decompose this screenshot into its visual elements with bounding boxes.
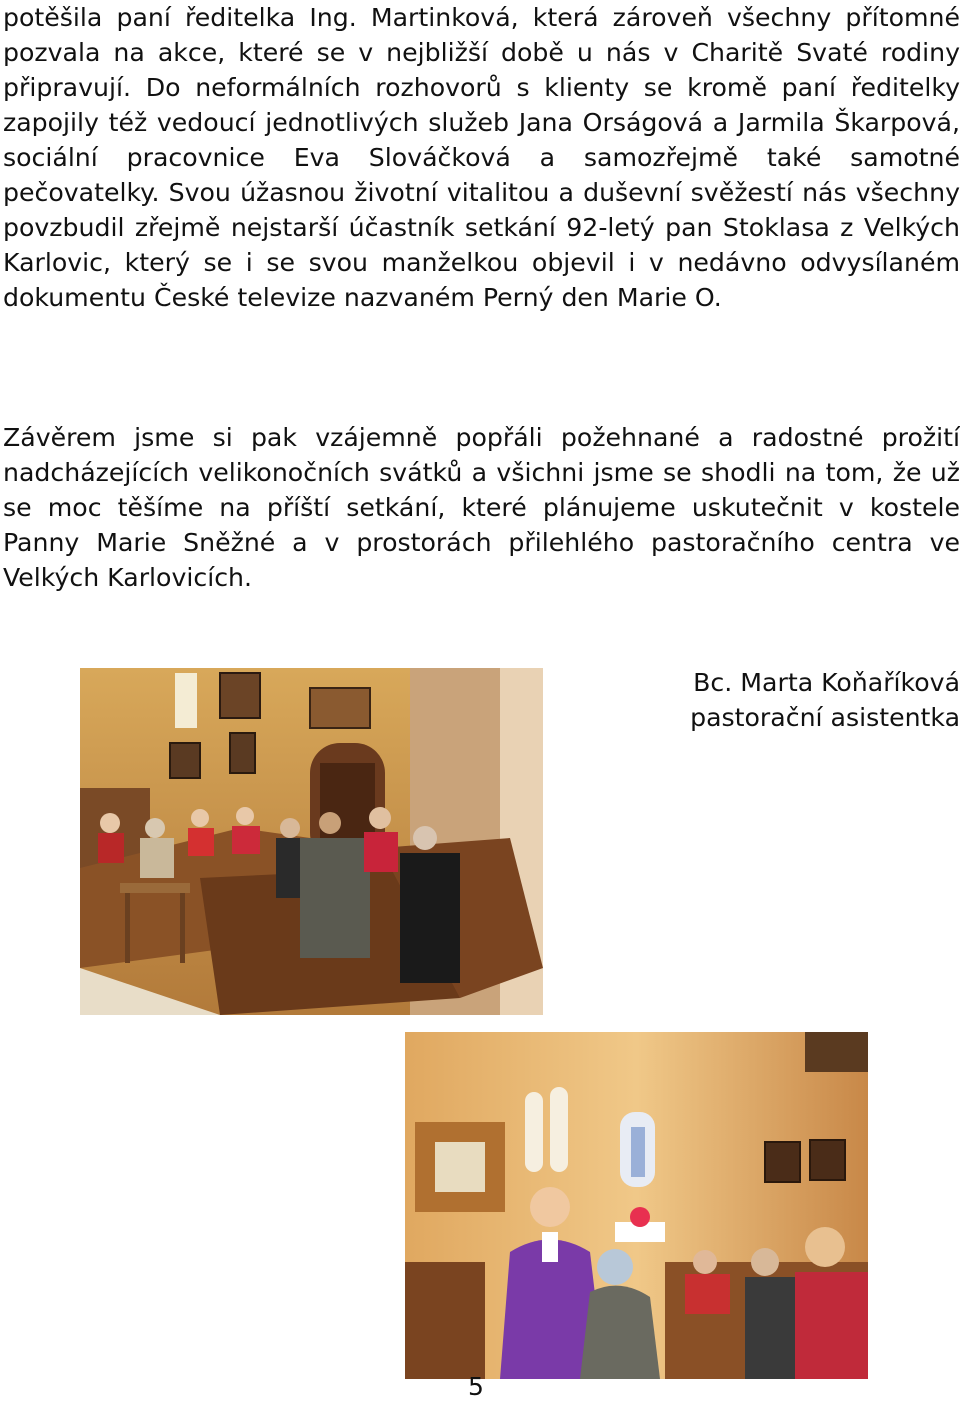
church-interior-illustration-2 (405, 1032, 868, 1379)
church-interior-illustration-1 (80, 668, 543, 1015)
signature-block (600, 665, 960, 735)
signature-role: pastorační asistentka (690, 703, 960, 732)
body-paragraph-1: potěšila paní ředitelka Ing. Martinková, která zároveň všechny přítomné pozvala na akce, které se v nejbližší době u nás v Charitě Svaté rodiny připravují. Do neformálních rozhovorů s klienty se kromě paní ředitelky zapojily též vedoucí jednotlivých služeb Jana Orságová a Jarmila Škarpová, sociální pracovnice Eva Slováčková a samozřejmě také samotné pečovatelky. Svou úžasnou životní vitalitou a duševní svěžestí nás všechny povzbudil zřejmě nejstarší účastník setkání 92-letý pan Stoklasa z Velkých Karlovic, který se i se svou manželkou objevil i v nedávno odvysílaném dokumentu České televize nazvaném Perný den Marie O. (3, 3, 960, 312)
church-interior-photo-2 (405, 1032, 868, 1379)
page-number: 5 (468, 1372, 484, 1401)
body-paragraph-2: Závěrem jsme si pak vzájemně popřáli požehnané a radostné prožití nadcházejících velikonočních svátků a všichni jsme se shodli na tom, že už se moc těšíme na příští setkání, které plánujeme uskutečnit v kostele Panny Marie Sněžné a v prostorách přilehlého pastoračního centra ve Velkých Karlovicích. (3, 423, 960, 592)
church-interior-photo-1 (80, 668, 543, 1015)
signature-name: Bc. Marta Koňaříková (693, 668, 960, 697)
